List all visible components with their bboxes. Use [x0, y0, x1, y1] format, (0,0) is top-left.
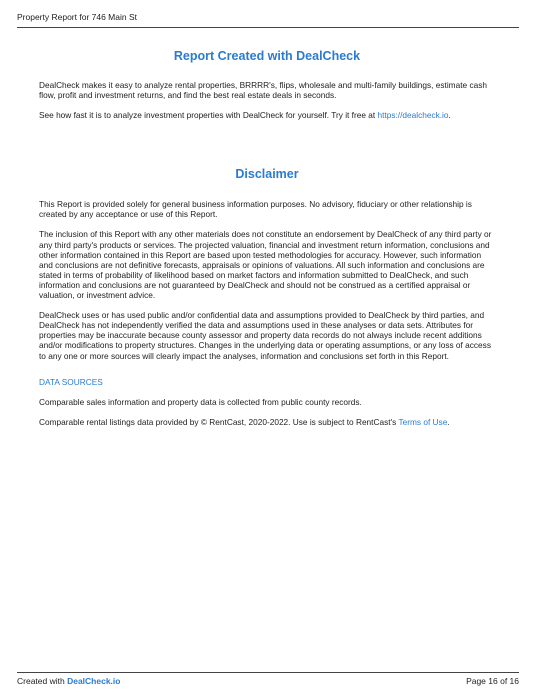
intro-paragraph: DealCheck makes it easy to analyze rental properties, BRRRR's, flips, wholesale and multi-family buildings, estimate cash flow, profit and investment returns, and find the best real estate deals in seconds.	[39, 80, 487, 101]
disclaimer-heading: Disclaimer	[235, 167, 299, 182]
dealcheck-link[interactable]: https://dealcheck.io	[377, 110, 449, 121]
data-sources-label: DATA SOURCES	[39, 376, 103, 387]
data-sources-paragraph-2	[39, 417, 495, 427]
intro-heading: Report Created with DealCheck	[173, 49, 361, 63]
footer-credit	[17, 676, 120, 686]
rentcast-end: .	[447, 416, 450, 427]
intro-trial-paragraph	[39, 110, 495, 120]
page-number: Page 16 of 16	[466, 676, 519, 686]
dealcheck-brand-link[interactable]: DealCheck.io	[67, 676, 121, 686]
terms-of-use-link[interactable]: Terms of Use	[398, 416, 448, 427]
disclaimer-paragraph-3: DealCheck uses or has used public and/or confidential data and assumptions provided to DealCheck by third parties, and DealCheck has not independently verified the data and assumptions used in these analyses or data sets. Attributes for properties may be inaccurate because county assessor and property data records do not always include recent additions and/or modifications to property structures. Changes in the underlying data or operating assumptions, or any loss of access to any one or more sources will clearly impact the analyses, information and conclusions set forth in this Report.	[39, 310, 491, 361]
page-header	[17, 12, 519, 28]
rentcast-text: Comparable rental listings data provided by © RentCast, 2020-2022. Use is subject to RentCast's	[39, 416, 399, 427]
trial-text: See how fast it is to analyze investment properties with DealCheck for yourself. Try it free at	[39, 110, 378, 121]
data-sources-paragraph-1: Comparable sales information and property data is collected from public county records.	[39, 396, 362, 407]
report-title: Property Report for 746 Main St	[17, 12, 138, 22]
page-content	[39, 49, 495, 427]
disclaimer-paragraph-1: This Report is provided solely for general business information purposes. No advisory, fiduciary or other relationship is created by any acceptance or use of this Report.	[39, 199, 472, 220]
disclaimer-paragraph-2: The inclusion of this Report with any other materials does not constitute an endorsement by DealCheck of any third party or any third party's products or services. The projected valuation, financial and investment return information, conclusions and other information contained in this Report are based upon tested methodologies for accuracy. However, such information and conclusions are not definitive forecasts, appraisals or opinions of valuations. All such information and conclusions are stated in terms of probability of likelihood based on market factors and information submitted to DealCheck, and such information and conclusions are not guaranteed by DealCheck and should not be construed as a certified appraisal or valuation, or investment advice.	[39, 229, 492, 301]
created-with-text: Created with	[17, 676, 68, 686]
trial-end: .	[448, 110, 451, 121]
page-footer	[17, 672, 519, 686]
